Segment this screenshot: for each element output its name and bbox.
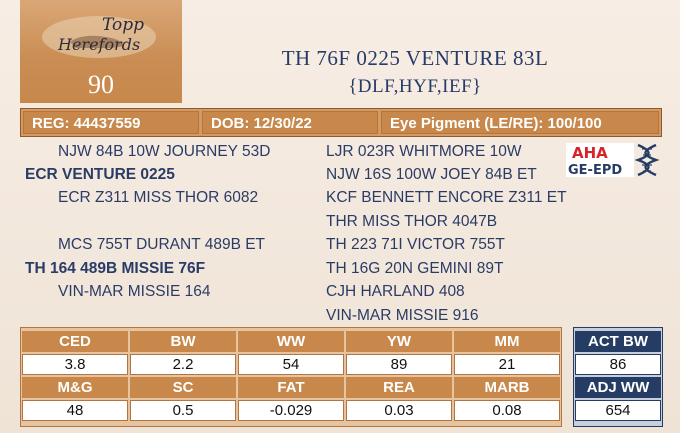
pedigree-sire: ECR VENTURE 0225 xyxy=(25,166,175,183)
svg-text:Herefords: Herefords xyxy=(58,35,141,54)
epd-header-mm: MM xyxy=(454,331,560,352)
registration-number: REG: 44437559 xyxy=(23,111,199,134)
pedigree-sssd: NJW 16S 100W JOEY 84B ET xyxy=(326,166,537,183)
side-table xyxy=(573,329,663,423)
eye-pigment: Eye Pigment (LE/RE): 100/100 xyxy=(381,111,659,134)
pedigree-sdss: KCF BENNETT ENCORE Z311 ET xyxy=(326,189,567,206)
adj-ww-value: 654 xyxy=(575,400,661,421)
pedigree-sire-dam: ECR Z311 MISS THOR 6082 xyxy=(58,189,259,206)
info-bar xyxy=(20,108,662,137)
ranch-logo xyxy=(40,10,158,60)
svg-text:Topp: Topp xyxy=(102,15,145,35)
pedigree-dsss: TH 223 71I VICTOR 755T xyxy=(326,236,505,253)
date-of-birth: DOB: 12/30/22 xyxy=(202,111,378,134)
act-bw-label: ACT BW xyxy=(575,331,661,352)
epd-header-marb: MARB xyxy=(454,377,560,398)
epd-table xyxy=(20,329,562,423)
adj-ww-label: ADJ WW xyxy=(575,377,661,398)
epd-header-ced: CED xyxy=(22,331,128,352)
epd-value-yw: 89 xyxy=(346,354,452,375)
aha-ge-epd-logo xyxy=(564,143,664,177)
pedigree-ddsd: VIN-MAR MISSIE 916 xyxy=(326,307,479,324)
logo-block xyxy=(20,0,182,103)
pedigree-dam-dam: VIN-MAR MISSIE 164 xyxy=(58,283,211,300)
lot-number: 90 xyxy=(88,70,114,99)
pedigree-ddss: CJH HARLAND 408 xyxy=(326,283,465,300)
epd-header-yw: YW xyxy=(346,331,452,352)
epd-value-ced: 3.8 xyxy=(22,354,128,375)
act-bw-value: 86 xyxy=(575,354,661,375)
epd-value-mg: 48 xyxy=(22,400,128,421)
animal-tags: {DLF,HYF,IEF} xyxy=(348,76,482,97)
epd-header-rea: REA xyxy=(346,377,452,398)
pedigree-dam: TH 164 489B MISSIE 76F xyxy=(25,260,206,277)
aha-logo-line2: GE-EPD xyxy=(568,163,623,177)
aha-logo-line1: AHA xyxy=(572,144,608,162)
epd-value-rea: 0.03 xyxy=(346,400,452,421)
pedigree-sdsd: THR MISS THOR 4047B xyxy=(326,213,498,230)
pedigree-ssss: LJR 023R WHITMORE 10W xyxy=(326,143,522,160)
pedigree-sire-sire: NJW 84B 10W JOURNEY 53D xyxy=(58,143,271,160)
epd-header-sc: SC xyxy=(130,377,236,398)
pedigree-dam-sire: MCS 755T DURANT 489B ET xyxy=(58,236,266,253)
epd-header-ww: WW xyxy=(238,331,344,352)
epd-value-ww: 54 xyxy=(238,354,344,375)
epd-value-sc: 0.5 xyxy=(130,400,236,421)
epd-value-marb: 0.08 xyxy=(454,400,560,421)
epd-value-bw: 2.2 xyxy=(130,354,236,375)
epd-header-bw: BW xyxy=(130,331,236,352)
animal-name: TH 76F 0225 VENTURE 83L xyxy=(281,46,549,70)
epd-header-mg: M&G xyxy=(22,377,128,398)
epd-value-mm: 21 xyxy=(454,354,560,375)
epd-header-fat: FAT xyxy=(238,377,344,398)
epd-value-fat: -0.029 xyxy=(238,400,344,421)
pedigree-dssd: TH 16G 20N GEMINI 89T xyxy=(326,260,504,277)
